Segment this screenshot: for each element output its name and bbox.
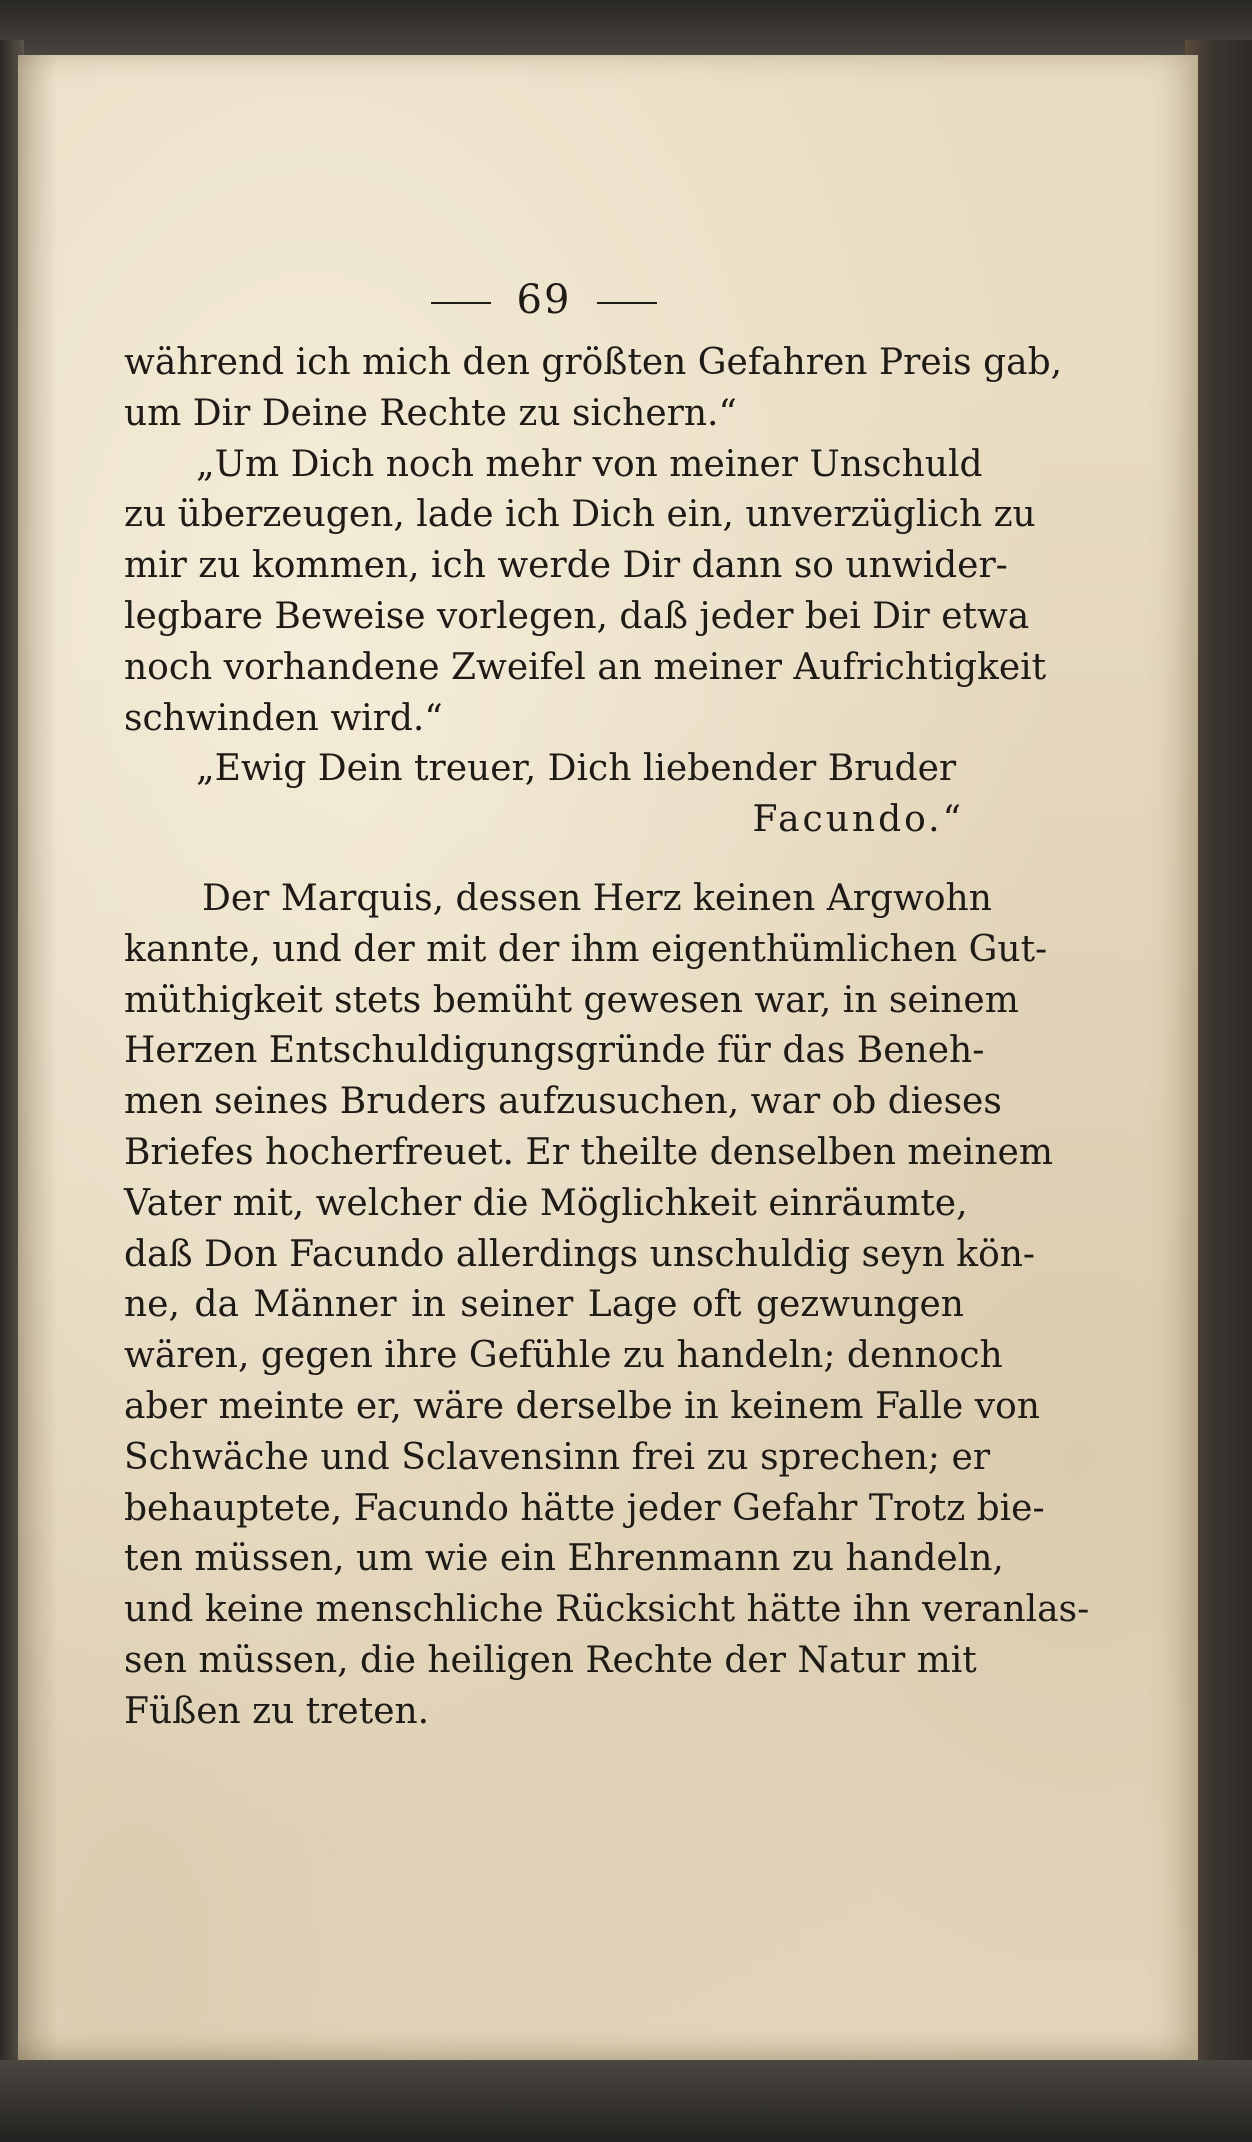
text-line: sen müssen, die heiligen Rechte der Natur mit: [124, 1639, 977, 1681]
paragraph-gap: [124, 846, 964, 874]
header-dash-left: [431, 302, 491, 304]
text-line: men seines Bruders aufzusuchen, war ob dieses: [124, 1081, 1002, 1123]
text-line: „Ewig Dein treuer, Dich liebender Bruder: [196, 748, 957, 790]
text-line: Schwäche und Sclavensinn frei zu sprechen; er: [124, 1436, 991, 1478]
text-line: und keine menschliche Rücksicht hätte ihn veranlas-: [124, 1589, 1090, 1631]
paragraph: [124, 440, 1047, 745]
scan-background-bottom: [0, 2060, 1252, 2142]
text-line: ten müssen, um wie ein Ehrenmann zu handeln,: [124, 1538, 1004, 1580]
text-line: behauptete, Facundo hätte jeder Gefahr Trotz bie-: [124, 1487, 1045, 1529]
paragraph: [124, 338, 1063, 440]
letter-closing: [124, 744, 964, 846]
page-gutter-shadow: [18, 55, 58, 2060]
text-line: müthigkeit stets bemüht gewesen war, in seinem: [124, 979, 1019, 1021]
paragraph: [124, 874, 1090, 1738]
text-line: Briefes hocherfreuet. Er theilte denselben meinem: [124, 1131, 1053, 1173]
text-line: aber meinte er, wäre derselbe in keinem Falle von: [124, 1385, 1040, 1427]
text-line: Herzen Entschuldigungsgründe für das Beneh-: [124, 1030, 985, 1072]
signature-line: Facundo.“: [752, 799, 964, 841]
text-line: noch vorhandene Zweifel an meiner Aufrichtigkeit: [124, 646, 1047, 688]
text-line: „Um Dich noch mehr von meiner Unschuld: [196, 443, 983, 485]
page-number: 69: [516, 277, 572, 323]
page-header: [124, 270, 964, 330]
text-line: Der Marquis, dessen Herz keinen Argwohn: [202, 877, 992, 919]
text-line: während ich mich den größten Gefahren Preis gab,: [124, 342, 1063, 383]
text-line: um Dir Deine Rechte zu sichern.“: [124, 392, 737, 434]
text-line: wären, gegen ihre Gefühle zu handeln; dennoch: [124, 1335, 1003, 1377]
text-line: ne, da Männer in seiner Lage oft gezwungen: [124, 1284, 964, 1326]
text-line: daß Don Facundo allerdings unschuldig seyn kön-: [124, 1233, 1036, 1275]
text-line: Vater mit, welcher die Möglichkeit einräumte,: [124, 1182, 968, 1224]
text-line: kannte, und der mit der ihm eigenthümlichen Gut-: [124, 928, 1048, 970]
page-text: [124, 270, 1090, 1738]
text-line: zu überzeugen, lade ich Dich ein, unverzüglich zu: [124, 494, 1036, 536]
text-line: legbare Beweise vorlegen, daß jeder bei Dir etwa: [124, 595, 1030, 637]
text-line: mir zu kommen, ich werde Dir dann so unwider-: [124, 545, 1008, 587]
text-line: Füßen zu treten.: [124, 1690, 430, 1732]
text-line: schwinden wird.“: [124, 697, 443, 739]
header-dash-right: [597, 302, 657, 304]
scan-background-top: [0, 0, 1252, 60]
